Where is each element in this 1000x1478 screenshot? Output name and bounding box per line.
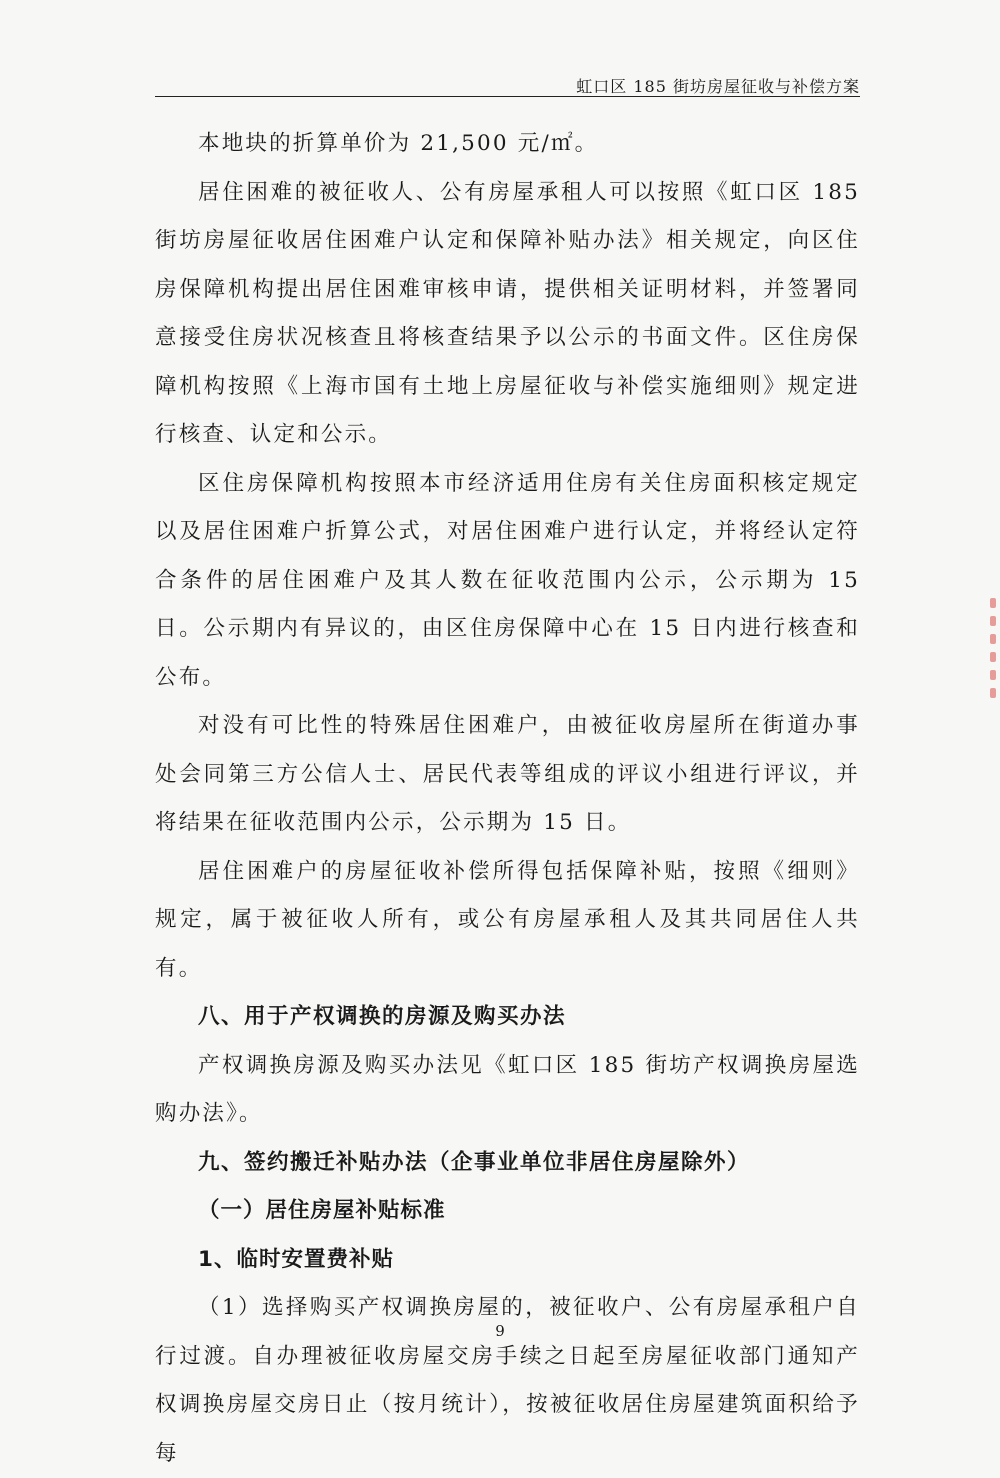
page-number: 9 — [495, 1322, 505, 1340]
paragraph: （1）选择购买产权调换房屋的，被征收户、公有房屋承租户自行过渡。自办理被征收房屋交房手续之日起至房屋征收部门通知产权调换房屋交房日止（按月统计），按被征收居住房屋建筑面积给予每 — [155, 1295, 860, 1466]
paragraph: 对没有可比性的特殊居住困难户，由被征收房屋所在街道办事处会同第三方公信人士、居民代表等组成的评议小组进行评议，并将结果在征收范围内公示，公示期为 15 日。 — [155, 713, 860, 835]
running-header: 虹口区 185 街坊房屋征收与补偿方案 — [576, 77, 860, 96]
header-rule — [155, 96, 860, 97]
subsection-heading: 1、临时安置费补贴 — [198, 1246, 394, 1272]
document-body — [155, 120, 860, 1478]
paragraph: 本地块的折算单价为 21,500 元/㎡。 — [198, 131, 599, 156]
paragraph: 产权调换房源及购买办法见《虹口区 185 街坊产权调换房屋选购办法》。 — [155, 1052, 860, 1126]
paragraph: 区住房保障机构按照本市经济适用住房有关住房面积核定规定以及居住困难户折算公式，对居住困难户进行认定，并将经认定符合条件的居住困难户及其人数在征收范围内公示，公示期为 15 日。公示期内有异议的，由区住房保障中心在 15 日内进行核查和公布。 — [155, 470, 860, 690]
section-heading: 八、用于产权调换的房源及购买办法 — [198, 1004, 567, 1029]
section-heading: 九、签约搬迁补贴办法（企事业单位非居住房屋除外） — [198, 1149, 751, 1175]
seal-edge-mark — [988, 590, 998, 740]
paragraph: 居住困难的被征收人、公有房屋承租人可以按照《虹口区 185 街坊房屋征收居住困难户认定和保障补贴办法》相关规定，向区住房保障机构提出居住困难审核申请，提供相关证明材料，并签署同意接受住房状况核查且将核查结果予以公示的书面文件。区住房保障机构按照《上海市国有土地上房屋征收与补偿实施细则》规定进行核查、认定和公示。 — [155, 179, 860, 447]
paragraph: 居住困难户的房屋征收补偿所得包括保障补贴，按照《细则》规定，属于被征收人所有，或公有房屋承租人及其共同居住人共有。 — [155, 858, 860, 981]
subsection-heading: （一）居住房屋补贴标准 — [198, 1198, 446, 1223]
